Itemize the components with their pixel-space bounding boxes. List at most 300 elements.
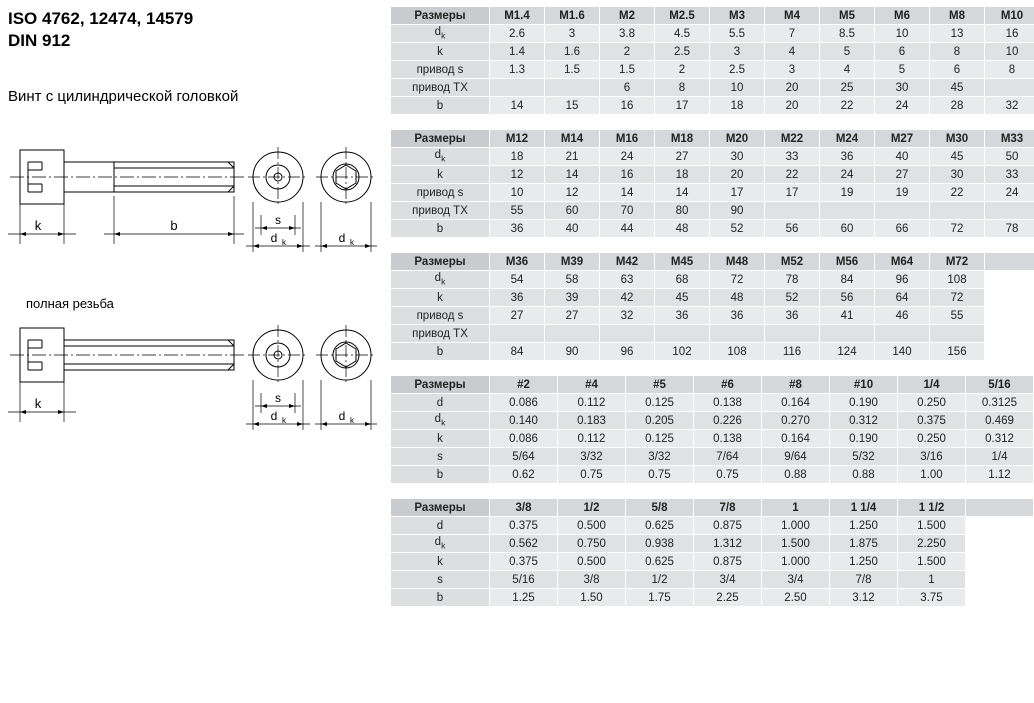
table-cell: 10 bbox=[985, 43, 1034, 61]
table-cell: 8.5 bbox=[820, 25, 875, 43]
table-cell: 6 bbox=[930, 61, 985, 79]
table-cell: 48 bbox=[710, 289, 765, 307]
table-cell: 36 bbox=[490, 289, 545, 307]
column-header: #6 bbox=[694, 376, 762, 394]
table-cell: 0.625 bbox=[626, 553, 694, 571]
column-header: M3 bbox=[710, 7, 765, 25]
table-cell: 1.500 bbox=[898, 517, 966, 535]
table-cell: 16 bbox=[985, 25, 1034, 43]
column-header: M27 bbox=[875, 130, 930, 148]
table-cell bbox=[875, 325, 930, 343]
table-cell: 18 bbox=[655, 166, 710, 184]
table-cell: 3.12 bbox=[830, 589, 898, 607]
table-cell: 5 bbox=[875, 61, 930, 79]
table-header-row bbox=[391, 376, 1034, 394]
table-cell: 6 bbox=[600, 79, 655, 97]
row-label: $d_k$ bbox=[391, 271, 490, 289]
table-cell: 44 bbox=[600, 220, 655, 238]
table-cell: 72 bbox=[710, 271, 765, 289]
table-cell: 32 bbox=[985, 97, 1034, 115]
row-label: b bbox=[391, 343, 490, 361]
table-cell: 72 bbox=[930, 289, 985, 307]
dimension-table-metric-1 bbox=[390, 6, 1034, 115]
table-row bbox=[391, 271, 1034, 289]
table-row-header-label: Размеры bbox=[391, 376, 490, 394]
row-label: d bbox=[391, 394, 490, 412]
row-label: k bbox=[391, 430, 490, 448]
table-cell: 0.190 bbox=[830, 430, 898, 448]
table-cell: 0.125 bbox=[626, 430, 694, 448]
table-cell: 70 bbox=[600, 202, 655, 220]
table-cell: 8 bbox=[930, 43, 985, 61]
table-cell: 14 bbox=[600, 184, 655, 202]
table-cell: 1.875 bbox=[830, 535, 898, 553]
table-cell: 80 bbox=[655, 202, 710, 220]
table-cell: 0.88 bbox=[762, 466, 830, 484]
table-cell: 0.138 bbox=[694, 394, 762, 412]
table-cell bbox=[966, 517, 1034, 535]
column-header: #8 bbox=[762, 376, 830, 394]
table-cell: 0.112 bbox=[558, 394, 626, 412]
table-cell: 30 bbox=[930, 166, 985, 184]
table-cell: 90 bbox=[710, 202, 765, 220]
dimension-tables bbox=[390, 0, 1034, 621]
table-cell: 15 bbox=[545, 97, 600, 115]
table-cell: 33 bbox=[765, 148, 820, 166]
column-header bbox=[966, 499, 1034, 517]
table-cell: 0.3125 bbox=[966, 394, 1034, 412]
row-label: $d_k$ bbox=[391, 412, 490, 430]
table-cell: 10 bbox=[710, 79, 765, 97]
table-cell: 24 bbox=[600, 148, 655, 166]
table-row bbox=[391, 97, 1034, 115]
column-header: M45 bbox=[655, 253, 710, 271]
table-cell: 1.50 bbox=[558, 589, 626, 607]
label-k: k bbox=[34, 218, 42, 233]
table-cell: 68 bbox=[655, 271, 710, 289]
table-cell: 0.375 bbox=[898, 412, 966, 430]
table-cell: 0.250 bbox=[898, 430, 966, 448]
column-header: M24 bbox=[820, 130, 875, 148]
table-cell: 64 bbox=[875, 289, 930, 307]
table-cell: 0.164 bbox=[762, 430, 830, 448]
table-cell: 20 bbox=[765, 97, 820, 115]
table-cell: 3/4 bbox=[762, 571, 830, 589]
table-row bbox=[391, 184, 1034, 202]
table-cell: 36 bbox=[765, 307, 820, 325]
table-cell: 0.190 bbox=[830, 394, 898, 412]
table-cell: 1.12 bbox=[966, 466, 1034, 484]
table-cell: 33 bbox=[985, 166, 1034, 184]
table-cell: 1.75 bbox=[626, 589, 694, 607]
table-cell: 5/32 bbox=[830, 448, 898, 466]
screw-drawing-full-thread bbox=[6, 318, 378, 448]
column-header: #2 bbox=[490, 376, 558, 394]
column-header: M52 bbox=[765, 253, 820, 271]
column-header: M1.6 bbox=[545, 7, 600, 25]
table-row bbox=[391, 412, 1034, 430]
label-dk-4: d bbox=[338, 409, 346, 423]
table-cell: 1.500 bbox=[898, 553, 966, 571]
table-cell bbox=[545, 325, 600, 343]
column-header: M10 bbox=[985, 7, 1034, 25]
table-row bbox=[391, 148, 1034, 166]
table-cell: 13 bbox=[930, 25, 985, 43]
table-cell: 19 bbox=[875, 184, 930, 202]
row-label: s bbox=[391, 571, 490, 589]
table-cell: 56 bbox=[820, 289, 875, 307]
table-cell: 0.750 bbox=[558, 535, 626, 553]
column-header: 3/8 bbox=[490, 499, 558, 517]
row-label: k bbox=[391, 166, 490, 184]
row-label: b bbox=[391, 97, 490, 115]
table-cell: 3 bbox=[545, 25, 600, 43]
table-cell: 90 bbox=[545, 343, 600, 361]
table-cell: 36 bbox=[710, 307, 765, 325]
table-cell: 63 bbox=[600, 271, 655, 289]
table-cell bbox=[985, 325, 1034, 343]
label-dk-sub-2: k bbox=[350, 238, 354, 247]
column-header bbox=[985, 253, 1034, 271]
row-label: s bbox=[391, 448, 490, 466]
table-cell: 22 bbox=[930, 184, 985, 202]
row-label: привод TX bbox=[391, 79, 490, 97]
table-cell bbox=[820, 325, 875, 343]
table-cell bbox=[490, 79, 545, 97]
table-cell: 4 bbox=[820, 61, 875, 79]
table-cell: 28 bbox=[930, 97, 985, 115]
column-header: M72 bbox=[930, 253, 985, 271]
table-cell: 5 bbox=[820, 43, 875, 61]
table-cell: 72 bbox=[930, 220, 985, 238]
row-label: $d_k$ bbox=[391, 535, 490, 553]
table-cell: 0.250 bbox=[898, 394, 966, 412]
table-cell: 18 bbox=[710, 97, 765, 115]
table-cell: 4 bbox=[765, 43, 820, 61]
table-cell: 3/4 bbox=[694, 571, 762, 589]
table-cell: 3.8 bbox=[600, 25, 655, 43]
table-cell: 0.375 bbox=[490, 517, 558, 535]
table-row bbox=[391, 517, 1034, 535]
table-cell: 0.183 bbox=[558, 412, 626, 430]
table-row bbox=[391, 61, 1034, 79]
table-row bbox=[391, 553, 1034, 571]
table-row-header-label: Размеры bbox=[391, 130, 490, 148]
table-cell: 2 bbox=[600, 43, 655, 61]
table-cell bbox=[985, 202, 1034, 220]
label-s-2: s bbox=[275, 391, 281, 405]
table-cell: 25 bbox=[820, 79, 875, 97]
standard-title-line-1: ISO 4762, 12474, 14579 bbox=[8, 9, 194, 28]
table-cell: 52 bbox=[710, 220, 765, 238]
row-label: d bbox=[391, 517, 490, 535]
label-dk-sub-4: k bbox=[350, 416, 354, 425]
table-cell: 16 bbox=[600, 97, 655, 115]
column-header: M20 bbox=[710, 130, 765, 148]
table-cell: 55 bbox=[930, 307, 985, 325]
table-cell: 1.000 bbox=[762, 517, 830, 535]
table-cell: 116 bbox=[765, 343, 820, 361]
table-cell: 22 bbox=[820, 97, 875, 115]
table-cell bbox=[985, 343, 1034, 361]
table-cell: 0.875 bbox=[694, 553, 762, 571]
table-cell: 0.75 bbox=[558, 466, 626, 484]
table-cell: 140 bbox=[875, 343, 930, 361]
table-cell: 0.75 bbox=[694, 466, 762, 484]
column-header: M56 bbox=[820, 253, 875, 271]
table-cell: 27 bbox=[655, 148, 710, 166]
table-cell: 0.500 bbox=[558, 553, 626, 571]
table-cell bbox=[710, 325, 765, 343]
table-cell: 0.270 bbox=[762, 412, 830, 430]
table-cell: 0.88 bbox=[830, 466, 898, 484]
column-header: M18 bbox=[655, 130, 710, 148]
table-cell: 20 bbox=[765, 79, 820, 97]
table-cell bbox=[985, 271, 1034, 289]
table-cell: 7/64 bbox=[694, 448, 762, 466]
table-cell: 1.5 bbox=[600, 61, 655, 79]
row-label: привод s bbox=[391, 307, 490, 325]
table-cell: 96 bbox=[600, 343, 655, 361]
table-cell: 12 bbox=[490, 166, 545, 184]
table-cell: 102 bbox=[655, 343, 710, 361]
table-cell: 21 bbox=[545, 148, 600, 166]
column-header: M36 bbox=[490, 253, 545, 271]
column-header: M12 bbox=[490, 130, 545, 148]
column-header: #10 bbox=[830, 376, 898, 394]
table-cell: 0.938 bbox=[626, 535, 694, 553]
table-cell: 0.086 bbox=[490, 394, 558, 412]
label-b: b bbox=[170, 218, 178, 233]
table-cell: 30 bbox=[875, 79, 930, 97]
table-cell: 1.000 bbox=[762, 553, 830, 571]
row-label: k bbox=[391, 43, 490, 61]
table-cell: 32 bbox=[600, 307, 655, 325]
table-cell: 2.6 bbox=[490, 25, 545, 43]
table-cell: 41 bbox=[820, 307, 875, 325]
table-cell: 8 bbox=[655, 79, 710, 97]
row-label: b bbox=[391, 589, 490, 607]
full-thread-caption: полная резьба bbox=[26, 296, 114, 311]
table-cell: 45 bbox=[930, 79, 985, 97]
table-cell: 19 bbox=[820, 184, 875, 202]
table-cell: 22 bbox=[765, 166, 820, 184]
column-header: M16 bbox=[600, 130, 655, 148]
table-cell: 1/4 bbox=[966, 448, 1034, 466]
table-row bbox=[391, 325, 1034, 343]
table-cell bbox=[966, 535, 1034, 553]
table-cell bbox=[545, 79, 600, 97]
table-cell: 5.5 bbox=[710, 25, 765, 43]
table-row bbox=[391, 343, 1034, 361]
table-row bbox=[391, 307, 1034, 325]
table-cell: 156 bbox=[930, 343, 985, 361]
dimension-table-imp-1 bbox=[390, 375, 1034, 484]
table-cell: 5/64 bbox=[490, 448, 558, 466]
table-row bbox=[391, 535, 1034, 553]
row-label: $d_k$ bbox=[391, 148, 490, 166]
column-header: 1/4 bbox=[898, 376, 966, 394]
table-cell: 14 bbox=[655, 184, 710, 202]
table-cell: 12 bbox=[545, 184, 600, 202]
row-label: привод TX bbox=[391, 325, 490, 343]
table-row bbox=[391, 166, 1034, 184]
screw-drawing-partial-thread bbox=[6, 140, 378, 270]
table-cell: 9/64 bbox=[762, 448, 830, 466]
column-header: M4 bbox=[765, 7, 820, 25]
table-cell: 0.625 bbox=[626, 517, 694, 535]
table-cell: 46 bbox=[875, 307, 930, 325]
table-cell bbox=[985, 307, 1034, 325]
table-row bbox=[391, 43, 1034, 61]
table-cell: 36 bbox=[490, 220, 545, 238]
table-cell: 0.75 bbox=[626, 466, 694, 484]
table-row bbox=[391, 25, 1034, 43]
table-cell bbox=[600, 325, 655, 343]
table-row-header-label: Размеры bbox=[391, 499, 490, 517]
label-dk-3: d bbox=[270, 409, 278, 423]
table-cell: 39 bbox=[545, 289, 600, 307]
label-dk-sub: k bbox=[282, 238, 286, 247]
row-label: привод s bbox=[391, 61, 490, 79]
table-cell bbox=[966, 553, 1034, 571]
table-cell bbox=[985, 79, 1034, 97]
column-header: M30 bbox=[930, 130, 985, 148]
column-header: #4 bbox=[558, 376, 626, 394]
table-cell: 2 bbox=[655, 61, 710, 79]
column-header: 1 bbox=[762, 499, 830, 517]
table-cell: 27 bbox=[490, 307, 545, 325]
table-cell: 0.62 bbox=[490, 466, 558, 484]
product-subtitle: Винт с цилиндрической головкой bbox=[8, 88, 239, 105]
table-header-row bbox=[391, 130, 1034, 148]
table-cell: 8 bbox=[985, 61, 1034, 79]
table-cell: 0.875 bbox=[694, 517, 762, 535]
table-cell: 54 bbox=[490, 271, 545, 289]
table-row-header-label: Размеры bbox=[391, 253, 490, 271]
table-cell: 1.5 bbox=[545, 61, 600, 79]
table-cell: 3/32 bbox=[558, 448, 626, 466]
table-cell: 1.312 bbox=[694, 535, 762, 553]
table-cell: 0.226 bbox=[694, 412, 762, 430]
table-cell bbox=[985, 289, 1034, 307]
table-cell bbox=[930, 325, 985, 343]
table-cell: 42 bbox=[600, 289, 655, 307]
table-cell bbox=[966, 589, 1034, 607]
table-cell: 56 bbox=[765, 220, 820, 238]
standard-title-line-2: DIN 912 bbox=[8, 31, 71, 50]
table-cell: 40 bbox=[545, 220, 600, 238]
table-row bbox=[391, 571, 1034, 589]
column-header: 1/2 bbox=[558, 499, 626, 517]
column-header: 5/8 bbox=[626, 499, 694, 517]
row-label: привод TX bbox=[391, 202, 490, 220]
left-column bbox=[0, 0, 388, 703]
table-cell: 17 bbox=[765, 184, 820, 202]
table-cell: 17 bbox=[710, 184, 765, 202]
table-cell: 124 bbox=[820, 343, 875, 361]
table-cell: 0.138 bbox=[694, 430, 762, 448]
table-cell: 36 bbox=[655, 307, 710, 325]
table-cell bbox=[765, 202, 820, 220]
table-header-row bbox=[391, 253, 1034, 271]
table-cell: 1 bbox=[898, 571, 966, 589]
table-cell: 0.125 bbox=[626, 394, 694, 412]
column-header: M6 bbox=[875, 7, 930, 25]
table-cell: 27 bbox=[875, 166, 930, 184]
table-cell: 1.6 bbox=[545, 43, 600, 61]
table-cell: 96 bbox=[875, 271, 930, 289]
table-cell: 48 bbox=[655, 220, 710, 238]
row-label: k bbox=[391, 553, 490, 571]
table-cell: 66 bbox=[875, 220, 930, 238]
table-cell: 10 bbox=[875, 25, 930, 43]
table-cell: 1.500 bbox=[762, 535, 830, 553]
label-dk-2: d bbox=[338, 231, 346, 245]
table-cell: 45 bbox=[930, 148, 985, 166]
table-row bbox=[391, 220, 1034, 238]
table-cell: 7/8 bbox=[830, 571, 898, 589]
table-cell bbox=[966, 571, 1034, 589]
table-row bbox=[391, 589, 1034, 607]
column-header: M33 bbox=[985, 130, 1034, 148]
table-cell: 2.25 bbox=[694, 589, 762, 607]
table-cell: 27 bbox=[545, 307, 600, 325]
table-cell: 1.250 bbox=[830, 517, 898, 535]
table-cell: 2.250 bbox=[898, 535, 966, 553]
table-cell: 50 bbox=[985, 148, 1034, 166]
table-cell: 0.312 bbox=[830, 412, 898, 430]
table-cell: 14 bbox=[545, 166, 600, 184]
table-cell: 58 bbox=[545, 271, 600, 289]
column-header: M2 bbox=[600, 7, 655, 25]
table-cell: 84 bbox=[820, 271, 875, 289]
label-dk-sub-3: k bbox=[282, 416, 286, 425]
column-header: M2.5 bbox=[655, 7, 710, 25]
column-header: 5/16 bbox=[966, 376, 1034, 394]
table-cell: 60 bbox=[545, 202, 600, 220]
dimension-table-metric-3 bbox=[390, 252, 1034, 361]
table-cell: 3 bbox=[765, 61, 820, 79]
table-cell: 0.086 bbox=[490, 430, 558, 448]
table-cell: 1.4 bbox=[490, 43, 545, 61]
table-cell: 2.5 bbox=[655, 43, 710, 61]
table-cell: 20 bbox=[710, 166, 765, 184]
table-cell: 45 bbox=[655, 289, 710, 307]
table-cell: 1/2 bbox=[626, 571, 694, 589]
table-row bbox=[391, 289, 1034, 307]
table-cell: 0.562 bbox=[490, 535, 558, 553]
table-cell: 3/32 bbox=[626, 448, 694, 466]
column-header: M39 bbox=[545, 253, 600, 271]
table-cell: 10 bbox=[490, 184, 545, 202]
table-cell: 24 bbox=[875, 97, 930, 115]
column-header: M1.4 bbox=[490, 7, 545, 25]
title-block bbox=[8, 8, 378, 52]
table-cell: 17 bbox=[655, 97, 710, 115]
table-cell: 2.50 bbox=[762, 589, 830, 607]
column-header: #5 bbox=[626, 376, 694, 394]
column-header: M8 bbox=[930, 7, 985, 25]
column-header: 7/8 bbox=[694, 499, 762, 517]
table-cell: 6 bbox=[875, 43, 930, 61]
table-cell: 3 bbox=[710, 43, 765, 61]
dimension-table-imp-2 bbox=[390, 498, 1034, 607]
table-cell: 60 bbox=[820, 220, 875, 238]
table-cell: 1.00 bbox=[898, 466, 966, 484]
table-row bbox=[391, 466, 1034, 484]
column-header: 1 1/2 bbox=[898, 499, 966, 517]
